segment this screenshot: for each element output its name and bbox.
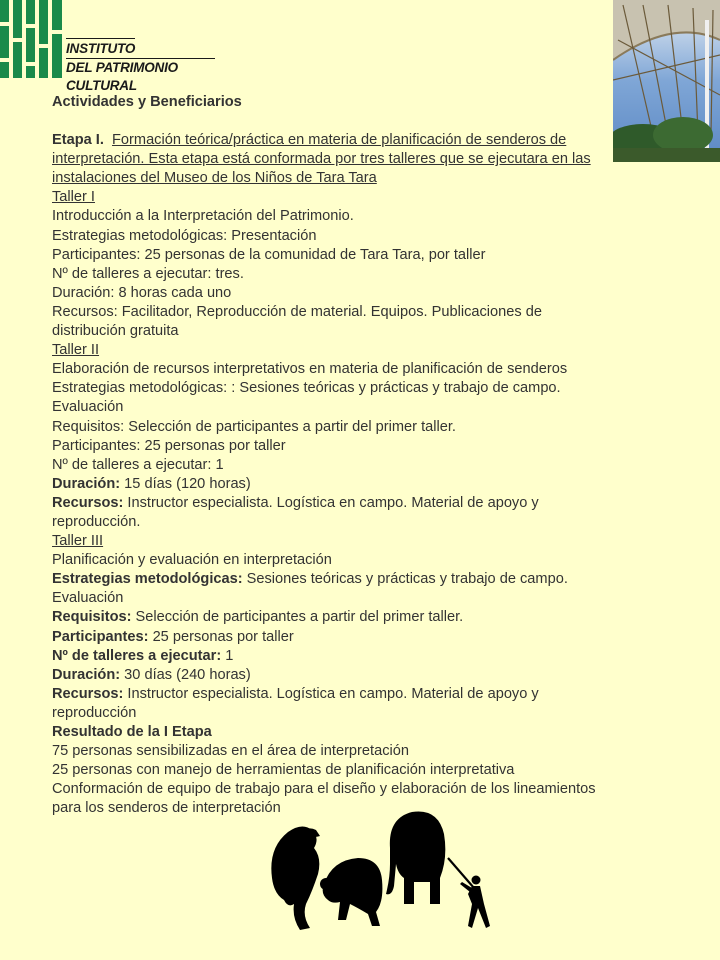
etapa-paragraph: [52, 131, 612, 188]
taller2-line: Nº de talleres a ejecutar: 1: [52, 456, 224, 473]
resultado-line: 25 personas con manejo de herramientas de planificación interpretativa: [52, 762, 515, 779]
field-value: Selección de participantes a partir del primer taller.: [131, 609, 464, 626]
field-value: Sesiones teóricas y prácticas y trabajo de campo. Evaluación: [52, 571, 568, 607]
taller1-line: Estrategias metodológicas: Presentación: [52, 227, 317, 244]
field-label: Duración:: [52, 666, 121, 683]
taller3-talleres: [52, 647, 612, 666]
taller1-title: Taller I: [52, 189, 95, 206]
institute-logo: [0, 0, 215, 93]
field-label: Requisitos:: [52, 609, 132, 626]
logo-line1: INSTITUTO: [66, 38, 135, 58]
field-value: 1: [221, 647, 234, 664]
taller1-line: Recursos: Facilitador, Reproducción de material. Equipos. Publicaciones de distribución gratuita: [52, 303, 542, 340]
taller2-line: Elaboración de recursos interpretativos en materia de planificación de senderos: [52, 361, 568, 378]
field-label: Duración:: [52, 475, 121, 492]
logo-line2: DEL PATRIMONIO CULTURAL: [66, 58, 215, 95]
field-value: 25 personas por taller: [148, 628, 294, 645]
taller3-duracion: [52, 666, 612, 685]
field-label: Participantes:: [52, 628, 149, 645]
field-value: Instructor especialista. Logística en campo. Material de apoyo y reproducción: [52, 685, 539, 721]
page-title: Actividades y Beneficiarios: [52, 94, 242, 110]
taller3-recursos: [52, 685, 612, 723]
field-value: 30 días (240 horas): [120, 666, 251, 683]
taller2-title: Taller II: [52, 342, 100, 359]
logo-text: [66, 38, 215, 95]
prehistoric-silhouette-icon: [262, 808, 502, 936]
taller1-line: Introducción a la Interpretación del Patrimonio.: [52, 208, 354, 225]
taller2-line: Participantes: 25 personas por taller: [52, 437, 286, 454]
main-content: [52, 93, 612, 818]
taller3-participantes: [52, 628, 612, 647]
taller1-line: Duración: 8 horas cada uno: [52, 284, 232, 301]
taller3-estrategias: [52, 570, 612, 608]
taller2-line: Requisitos: Selección de participantes a partir del primer taller.: [52, 418, 456, 435]
taller2-line: Estrategias metodológicas: : Sesiones teóricas y prácticas y trabajo de campo. Evaluación: [52, 380, 561, 416]
field-label: Recursos:: [52, 494, 124, 511]
taller2-duracion: [52, 475, 612, 494]
field-label: Estrategias metodológicas:: [52, 571, 243, 588]
field-value: Instructor especialista. Logística en campo. Material de apoyo y reproducción.: [52, 494, 539, 530]
etapa-text: Formación teórica/práctica en materia de planificación de senderos de interpretación. Esta etapa está conformada por tres talleres que se ejecutara en las instalaciones del Museo de los Niños de Tara Tara: [52, 132, 591, 187]
ipc-logo-mark-icon: [0, 0, 62, 78]
taller3-intro: Planificación y evaluación en interpretación: [52, 552, 332, 569]
field-label: Nº de talleres a ejecutar:: [52, 647, 222, 664]
field-label: Recursos:: [52, 685, 124, 702]
field-value: 15 días (120 horas): [120, 475, 251, 492]
resultado-line: Conformación de equipo de trabajo para el diseño y elaboración de los lineamientos para los senderos de interpretación: [52, 781, 596, 817]
taller3-requisitos: [52, 608, 612, 627]
resultado-line: 75 personas sensibilizadas en el área de interpretación: [52, 743, 409, 760]
taller2-recursos: [52, 494, 612, 532]
etapa-label: Etapa I.: [52, 132, 104, 149]
taller3-title: Taller III: [52, 533, 104, 550]
taller1-line: Participantes: 25 personas de la comunidad de Tara Tara, por taller: [52, 246, 486, 263]
resultado-title: Resultado de la I Etapa: [52, 724, 212, 740]
taller1-line: Nº de talleres a ejecutar: tres.: [52, 265, 244, 282]
tent-canopy-photo-icon: [613, 0, 720, 162]
